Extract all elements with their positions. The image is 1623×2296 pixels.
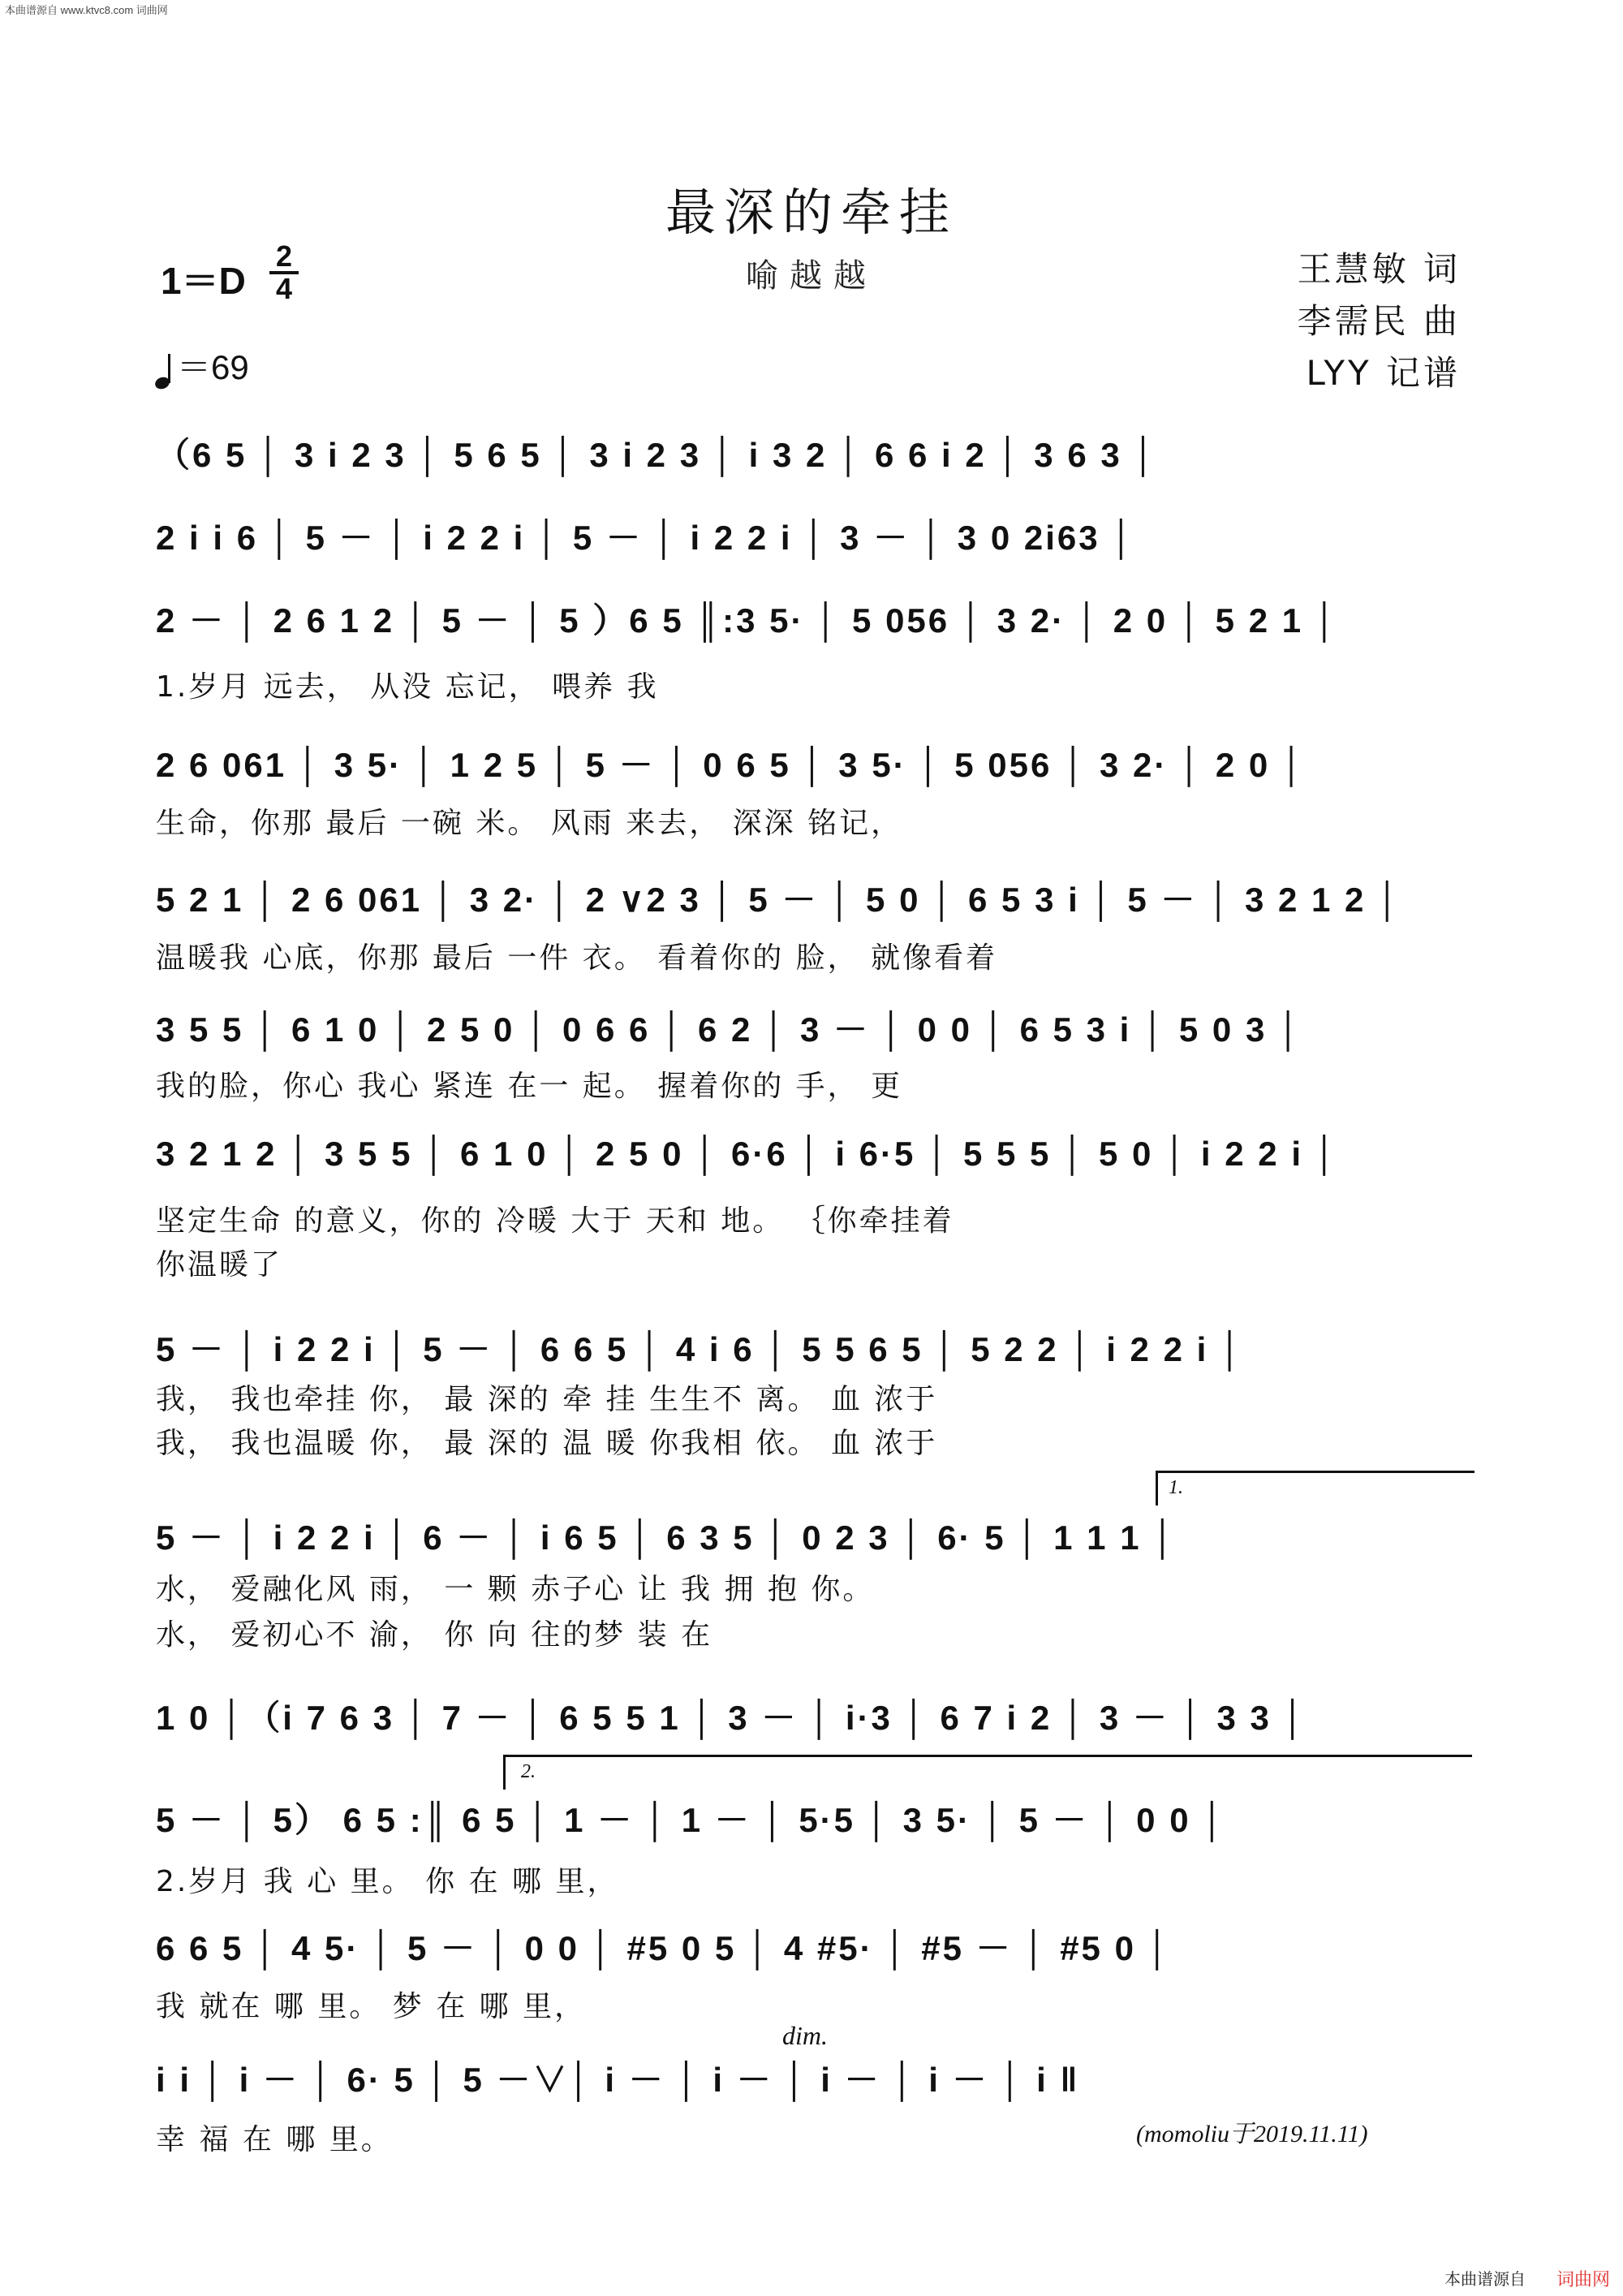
system-10-notes: 1 0 │（i 7 6 3 │ 7 － │ 6 5 5 1 │ 3 － │ i·3 │ 6 7 i 2 │ 3 － │ 3 3 │ xyxy=(156,1699,1307,1737)
song-title: 最深的牵挂 xyxy=(665,183,958,242)
key-signature: 1＝D xyxy=(161,260,246,302)
system-4-notes: 2 6 061 │ 3 5· │ 1 2 5 │ 5 － │ 0 6 5 │ 3 5· │ 5 056 │ 3 2· │ 2 0 │ xyxy=(156,746,1307,784)
time-signature xyxy=(268,239,300,305)
site-source-note: 本曲谱源自 www.ktvc8.com 词曲网 xyxy=(5,4,168,16)
system-3-notes: 2 － │ 2 6 1 2 │ 5 － │ 5 ）6 5 ║:3 5· │ 5 056 │ 3 2· │ 2 0 │ 5 2 1 │ xyxy=(156,601,1340,640)
singer-name: 喻越越 xyxy=(746,257,877,295)
site-logo: 词曲网 xyxy=(1556,2270,1610,2290)
system-6-lyrics: 我的脸，你心 我心 紧连 在一 起。 握着你的 手， 更 xyxy=(156,1070,903,1103)
system-11-lyrics: 2.岁月 我 心 里。 你 在 哪 里， xyxy=(156,1865,619,1898)
first-ending-label: 1. xyxy=(1169,1477,1183,1498)
credits xyxy=(1298,243,1461,399)
repeat-span-line xyxy=(503,1755,1472,1790)
second-ending-label: 2. xyxy=(521,1761,536,1782)
tempo-value: ＝69 xyxy=(177,348,249,386)
system-8-notes: 5 － │ i 2 2 i │ 5 － │ 6 6 5 │ 4 i 6 │ 5 5 6 5 │ 5 2 2 │ i 2 2 i │ xyxy=(156,1330,1245,1368)
time-signature-bottom: 4 xyxy=(275,272,293,305)
transcription-signature: (momoliu于2019.11.11) xyxy=(1136,2121,1368,2147)
system-13-notes: i i │ i － │ 6· 5 │ 5 －∨│ i － │ i － │ i － │ i － │ i ‖ xyxy=(156,2061,1080,2099)
system-9-notes: 5 － │ i 2 2 i │ 6 － │ i 6 5 │ 6 3 5 │ 0 2 3 │ 6· 5 │ 1 1 1 │ xyxy=(156,1518,1177,1557)
system-8-lyrics: 我， 我也牵挂 你， 最 深的 牵 挂 生生不 离。 血 浓于 xyxy=(156,1383,938,1416)
system-9-lyrics: 水， 爱融化风 雨， 一 颗 赤子心 让 我 拥 抱 你。 xyxy=(156,1573,875,1606)
system-13-lyrics: 幸 福 在 哪 里。 xyxy=(156,2123,393,2156)
first-ending-bracket xyxy=(1156,1471,1474,1506)
system-6-notes: 3 5 5 │ 6 1 0 │ 2 5 0 │ 0 6 6 │ 6 2 │ 3 － │ 0 0 │ 6 5 3 i │ 5 0 3 │ xyxy=(156,1010,1303,1049)
lyricist: 王慧敏 词 xyxy=(1297,249,1461,289)
composer: 李需民 曲 xyxy=(1297,301,1461,341)
system-12-lyrics: 我 就在 哪 里。 梦 在 哪 里， xyxy=(156,1990,587,2023)
system-5-notes: 5 2 1 │ 2 6 061 │ 3 2· │ 2 ∨2 3 │ 5 － │ 5 0 │ 6 5 3 i │ 5 － │ 3 2 1 2 │ xyxy=(156,881,1402,919)
system-4-lyrics: 生命，你那 最后 一碗 米。 风雨 来去， 深深 铭记， xyxy=(156,807,903,840)
system-2-notes: 2 i i 6 │ 5 － │ i 2 2 i │ 5 － │ i 2 2 i │ 3 － │ 3 0 2i63 │ xyxy=(156,519,1136,557)
system-12-notes: 6 6 5 │ 4 5· │ 5 － │ 0 0 │ #5 0 5 │ 4 #5· │ #5 － │ #5 0 │ xyxy=(156,1929,1172,1967)
system-11-notes: 5 － │ 5） 6 5 :║ 6 5 │ 1 － │ 1 － │ 5·5 │ 3 5· │ 5 － │ 0 0 │ xyxy=(156,1801,1227,1839)
transcriber: LYY 记谱 xyxy=(1306,353,1461,393)
system-3-lyrics: 1.岁月 远去， 从没 忘记， 喂养 我 xyxy=(156,670,659,704)
footer-source: 本曲谱源自 xyxy=(1444,2269,1526,2289)
system-8-lyrics-verse2: 我， 我也温暖 你， 最 深的 温 暖 你我相 依。 血 浓于 xyxy=(156,1427,938,1460)
system-5-lyrics: 温暖我 心底，你那 最后 一件 衣。 看着你的 脸， 就像看着 xyxy=(156,941,998,975)
time-signature-top: 2 xyxy=(275,239,293,273)
quarter-note-icon xyxy=(154,352,174,390)
system-1-notes: （6 5 │ 3 i 2 3 │ 5 6 5 │ 3 i 2 3 │ i 3 2 │ 6 6 i 2 │ 3 6 3 │ xyxy=(156,436,1158,474)
tempo-mark xyxy=(154,341,249,390)
system-7-notes: 3 2 1 2 │ 3 5 5 │ 6 1 0 │ 2 5 0 │ 6·6 │ i 6·5 │ 5 5 5 │ 5 0 │ i 2 2 i │ xyxy=(156,1135,1339,1173)
dim-marking: dim. xyxy=(782,2021,828,2050)
system-7-lyrics: 坚定生命 的意义，你的 冷暖 大于 天和 地。 ｛你牵挂着 xyxy=(156,1204,954,1238)
system-9-lyrics-verse2: 水， 爱初心不 渝， 你 向 往的梦 装 在 xyxy=(156,1618,713,1652)
system-7-lyrics-verse2: 你温暖了 xyxy=(156,1248,283,1282)
